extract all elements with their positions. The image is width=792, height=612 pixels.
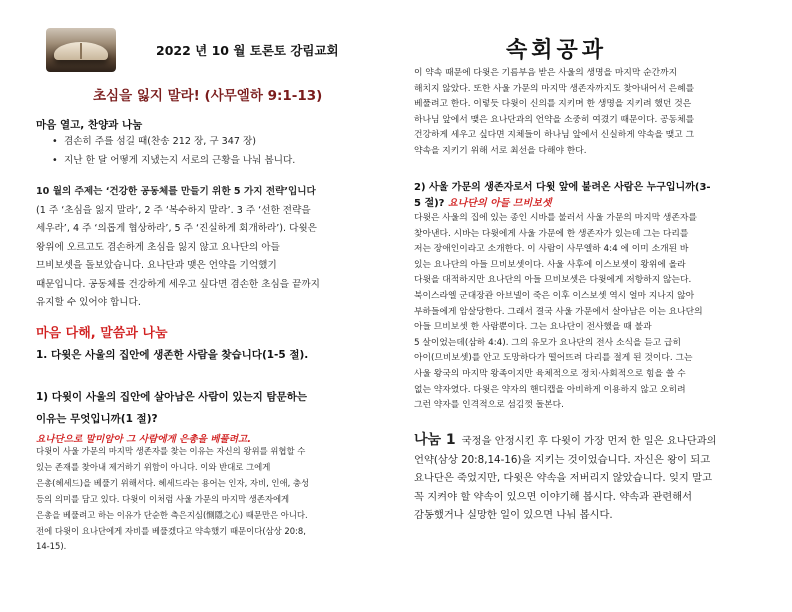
bible-thumbnail-image	[46, 28, 116, 72]
sharing-1: 나눔 1 국정을 안정시킨 후 다윗이 가장 먼저 한 일은 요나단과의 언약(삼상 20:8,14-16)을 지키는 것이었습니다. 자신은 왕이 되고 요나단은 죽었지만, 다윗은 약속을 저버리지 않았습니다. 잊지 말고 꼭 지켜야 할 약속이 있으면 이야기해 봅시다. 약속과 관련해서 감동했거나 실망한 일이 있으면 나눠 봅시다.	[414, 432, 717, 522]
theme-paragraph: 10 월의 주제는 ‘건강한 공동체를 만들기 위한 5 가지 전략’입니다 (1 주 ‘초심을 잃지 말라’, 2 주 ‘복수하지 말라’. 3 주 ‘선한 전략을 세우라’, 4 주 ‘의롭게 협상하라’, 5 주 ‘진실하게 회개하라’). 다윗은 왕위에 오르고도 겸손하게 초심을 잃지 않고 요나단의 아들 므비보셋을 돌보았습니다. 요나단과 맺은 언약을 기억했기 때문입니다. 공동체를 건강하게 세우고 싶다면 겸손한 초심을 끝까지 유지할 수 있어야 합니다.	[36, 186, 320, 308]
right-paragraph-1: 이 약속 때문에 다윗은 기름부음 받은 사울의 생명을 마지막 순간까지 해치지 않았다. 또한 사울 가문의 마지막 생존자까지도 찾아내어서 은혜를 베풀려고 한다. 이렇듯 다윗이 신의를 지키며 한 생명을 지키려 했던 것은 하나님 앞에서 맺은 요나단과의 언약을 소중히 여겼기 때문이다. 공동체를 건강하게 세우고 싶다면 지체들이 하나님 앞에서 신실하게 약속을 맺고 그 약속을 지키기 위해 서로 최선을 다해야 한다.	[414, 68, 695, 156]
question1-body: 다윗이 사울 가문의 마지막 생존자를 찾는 이유는 자신의 왕위를 위협할 수 있는 존재를 찾아내 제거하기 위함이 아니다. 이와 반대로 그에게 은총(헤세드)을 베풀기 위해서다. 헤세드라는 용어는 인자, 자비, 인애, 충성 등의 의미를 담고 있다. 다윗이 이처럼 사울 가문의 마지막 생존자에게 은총을 베풀려고 하는 이유가 단순한 측은지심(惻隱之心) 때문만은 아니다. 전에 다윗이 요나단에게 자비를 베풀겠다고 약속했기 때문이다(삼상 20:8, 14-15).	[36, 446, 310, 552]
sermon-title: 초심을 잃지 말라! (사무엘하 9:1-13)	[93, 88, 323, 104]
word-sharing-heading: 마음 다해, 말씀과 나눔	[36, 326, 168, 341]
right-paragraph-2: 다윗은 사울의 집에 있는 종인 시바를 불러서 사울 가문의 마지막 생존자를 찾아낸다. 시바는 다윗에게 사울 가문에 한 생존자가 있는데 그는 다리를 저는 장애인이라고 소개한다. 이 사람이 사무엘하 4:4 에 이미 소개된 바 있는 요나단의 아들 므비보셋이다. 사울 사후에 이스보셋이 왕위에 올라 다윗을 대적하지만 요나단의 아들 므비보셋은 다윗에게 저항하지 않는다. 북이스라엘 군대장관 아브넬이 죽은 이후 이스보셋 역시 얼마 지나지 않아 부하들에게 암살당한다. 그래서 결국 사울 가문에서 살아남은 이는 요나단의 아들 므비보셋 한 사람뿐이다. 그는 요나단이 전사했을 때 불과 5 살이었는데(삼하 4:4). 그의 유모가 요나단의 전사 소식을 듣고 급히 아이(므비보셋)를 안고 도망하다가 떨어뜨려 다리를 절게 된 것이다. 그는 사울 왕국의 마지막 왕족이지만 육체적으로 정치·사회적으로 힘을 쓸 수 없는 약자였다. 다윗은 약자의 핸디캡을 아비하게 이용하지 않고 오히려 그런 약자를 인격적으로 섬김껏 돌본다.	[414, 213, 703, 411]
list-item: • 겸손히 주를 섬길 때(찬송 212 장, 구 347 장)	[36, 133, 396, 152]
question1: 1) 다윗이 사울의 집안에 살아남은 사람이 있는지 탐문하는 이유는 무엇입니까(1 절)?	[36, 391, 307, 425]
open-heading: 마음 열고, 찬양과 나눔	[36, 119, 143, 131]
section1-heading: 1. 다윗은 사울의 집안에 생존한 사람을 찾습니다(1-5 절).	[36, 349, 309, 361]
sharing-1-label: 나눔 1	[414, 432, 456, 448]
church-header: 2022 년 10 월 토론토 강림교회	[156, 43, 339, 58]
question1-answer: 요나단으로 말미암아 그 사람에게 은총을 베풀려고.	[36, 434, 251, 445]
question2: 2) 사울 가문의 생존자로서 다윗 앞에 불려온 사람은 누구입니까(3- 5 절)? 요나단의 아들 므비보셋	[414, 182, 711, 209]
sokhoe-title: 속회공과	[506, 37, 608, 63]
list-item: • 지난 한 달 어떻게 지냈는지 서로의 근황을 나눠 봅니다.	[36, 152, 396, 171]
open-list	[36, 133, 396, 170]
question2-answer: 요나단의 아들 므비보셋	[447, 198, 552, 209]
